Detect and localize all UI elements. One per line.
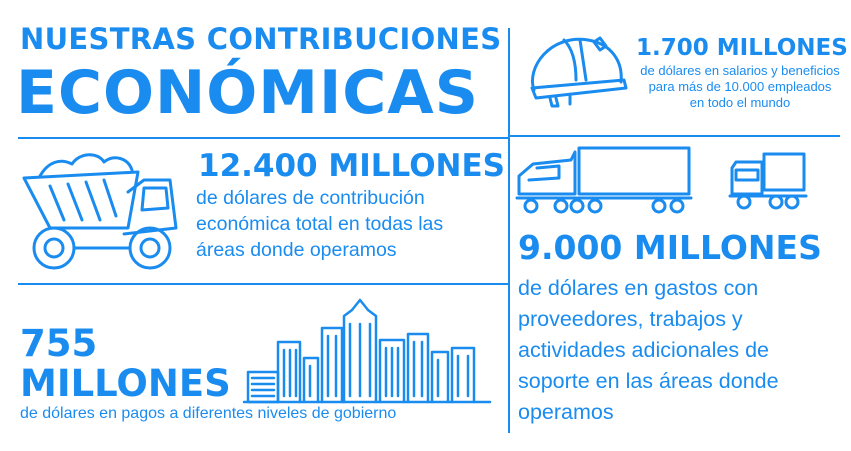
title-line-1: NUESTRAS CONTRIBUCIONES (20, 22, 502, 56)
city-skyline-icon (244, 300, 494, 404)
haul-truck-icon (20, 148, 180, 276)
suppliers-amount: 9.000 MILLONES (518, 228, 822, 267)
box-truck-icon (728, 150, 808, 212)
total-contribution-description: de dólares de contribución económica total en todas las áreas donde operamos (196, 187, 444, 261)
salaries-description: de dólares en salarios y beneficios para más de 10.000 empleados en todo el mundo (640, 63, 840, 110)
hard-hat-icon (520, 28, 630, 113)
total-contribution-amount: 12.400 MILLONES (198, 148, 506, 184)
government-description: de dólares en pagos a diferentes niveles de gobierno (20, 405, 397, 422)
divider-vertical (508, 28, 510, 433)
suppliers-description: de dólares en gastos con proveedores, trabajos y actividades adicionales de soporte en las áreas donde operamos (518, 276, 779, 424)
divider-horizontal-left-top (18, 137, 508, 139)
government-amount: 755 MILLONES (20, 322, 231, 405)
title-line-2: ECONÓMICAS (16, 58, 479, 128)
salaries-amount: 1.700 MILLONES (636, 35, 848, 61)
divider-horizontal-right (510, 135, 840, 137)
semi-truck-icon (515, 144, 695, 218)
divider-horizontal-left-bottom (18, 283, 508, 285)
